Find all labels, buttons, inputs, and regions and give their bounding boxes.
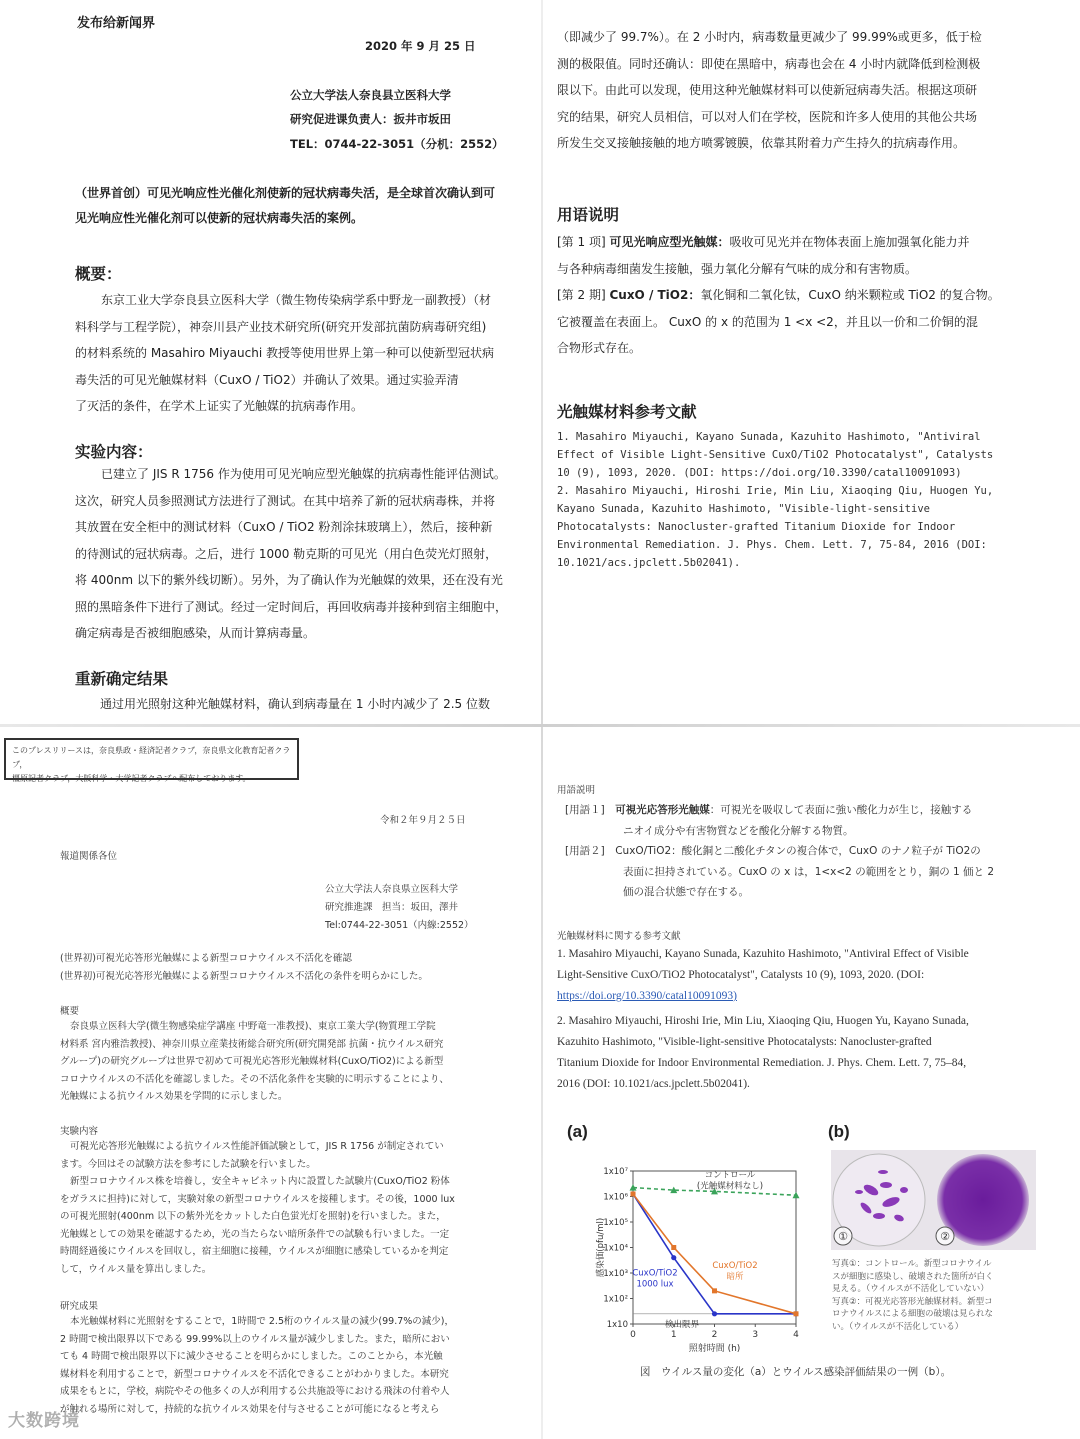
text-line: 确定病毒是否被细胞感染，从而计算病毒量。 (75, 626, 316, 640)
text-line: をガラスに担持)に対して，実験対象の新型コロナウイルスを接種します。その後，1000 lux (60, 1193, 455, 1205)
release-header: 发布给新闻界 (77, 16, 156, 31)
term-text: 氧化铜和二氧化钛，CuxO 纳米颗粒或 TiO2 的复合物。 (700, 288, 1000, 302)
experiment-heading: 实验内容： (75, 443, 153, 461)
text-line: 10 (9), 1093, 2020. (DOI: https://doi.org/10.3390/catal10091093) (557, 467, 962, 479)
terms-list (557, 229, 1040, 362)
x-tick-label: 4 (793, 1330, 799, 1340)
text-line: 已建立了 JIS R 1756 作为使用可见光响应型光触媒的抗病毒性能评估测试。 (101, 467, 506, 481)
text-line: 测的极限值。同时还确认：即使在黑暗中，病毒也会在 4 小时内就降低到检测极 (557, 56, 981, 71)
text-line: の可視光照射(400nm 以下の紫外光をカットした白色蛍光灯を照射)を行いました。また， (60, 1211, 446, 1222)
terms-heading: 用语说明 (557, 206, 620, 224)
data-point (671, 1255, 676, 1260)
text-line: 可視光応答形光触媒による抗ウイルス性能評価試験として，JIS R 1756 が制定されてい (70, 1141, 444, 1152)
text-line: 东京工业大学奈良县立医科大学（微生物传染病学系中野龙一副教授）（材 (101, 293, 492, 307)
legend-control-1: コントロール (704, 1170, 756, 1181)
release-date: 2020 年 9 月 25 日 (365, 39, 476, 53)
text-line: 料科学与工程学院），神奈川县产业技术研究所(研究开发部抗菌防病毒研究组) (75, 319, 487, 334)
text-line: 媒材料を利用することで，新型コロナウイルスを不活化できることがわかりました。本研究 (60, 1368, 449, 1380)
figure-caption: 図 ウイルス量の変化（a）とウイルス感染評価結果の一例（b）。 (640, 1366, 952, 1378)
figure-b-label: (b) (828, 1122, 850, 1141)
data-point (712, 1288, 717, 1293)
y-tick-label: 1x10² (603, 1294, 628, 1305)
series-line-1 (633, 1194, 796, 1314)
text-line: 時間経過後にウイルスを回収し，宿主細胞に接種，ウイルスが細胞に感染しているかを判定 (60, 1246, 449, 1257)
text-line: 它被覆盖在表面上。 CuxO 的 x 的范围为 1 <x <2，并且以一价和二价铜的混 (557, 314, 978, 329)
x-tick-label: 2 (711, 1330, 718, 1340)
text-line: 表面に担持されている。CuxO の x は，1<x<2 の範囲をとり，銅の 1 価と 2 (623, 865, 995, 878)
text-line: 見える。（ウイルスが不活化していない） (832, 1284, 989, 1294)
text-line: ても 4 時間で検出限界以下に減少させることを明らかにしました。このことから，本光触 (60, 1351, 443, 1362)
text-line: Kazuhito Hashimoto, "Visible-light-sensitive Photocatalysts: Nanocluster-grafted (557, 1036, 932, 1048)
text-line: Light-Sensitive CuxO/TiO2 Photocatalyst", Catalysts 10 (9), 1093, 2020. (DOI: (557, 969, 925, 981)
y-axis-label: 感染価(pfu/ml) (596, 1217, 606, 1278)
y-tick-label: 1x10³ (603, 1269, 628, 1279)
data-point (794, 1311, 799, 1316)
x-tick-label: 0 (630, 1330, 636, 1340)
y-tick-label: 1x10⁷ (603, 1167, 628, 1177)
overview-paragraph (75, 287, 510, 420)
text-line: Photocatalysts: Nanocluster-grafted Titanium Dioxide for Indoor (557, 521, 956, 533)
terms-heading: 用語説明 (557, 785, 596, 796)
text-line: 将 400nm 以下的紫外线切断）。另外，为了确认作为光触媒的效果，还在没有光 (75, 573, 503, 587)
text-line: Kayano Sunada, Kazuhito Hashimoto, "Visible-light-sensitive (557, 503, 930, 515)
text-line: 毒失活的可见光触媒材料（CuxO / TiO2）并确认了效果。通过实验弄清 (75, 372, 459, 387)
term-1 (565, 800, 1055, 821)
text-line: （即减少了 99.7%）。在 2 小时内，病毒数量更减少了 99.99%或更多，低于检 (557, 30, 982, 44)
text-line: 光触媒としての効果を確認するため，光の当たらない暗所条件での試験も行いました。一定 (60, 1228, 450, 1240)
text-line: 所发生交叉接触接触的地方喷雾镀膜，依靠其附着力产生持久的抗病毒作用。 (557, 136, 966, 150)
text-line: 究的结果，研究人员相信，可以对人们在学校，医院和许多人使用的其他公共场 (557, 109, 978, 124)
overview-heading: 概要 (60, 1006, 80, 1017)
japanese-page-1 (0, 728, 540, 1439)
term-name: 可視光応答形光触媒 (615, 804, 710, 816)
headline-line-2: (世界初)可視光応答形光触媒による新型コロナウイルス不活化の条件を明らかにした。 (60, 971, 428, 982)
text-line: が触れる場所に対して，持続的な抗ウイルス効果を付与させることが可能になると考えら (60, 1403, 440, 1415)
text-line: 合物形式存在。 (557, 341, 642, 355)
plaque-photos (831, 1150, 1036, 1250)
text-line: 1. Masahiro Miyauchi, Kayano Sunada, Kazuhito Hashimoto, "Antiviral Effect of Visible (557, 948, 969, 960)
text-line: 1. Masahiro Miyauchi, Kayano Sunada, Kazuhito Hashimoto, "Antiviral (557, 431, 981, 443)
text-line: ます。今回はその試験方法を参考にした試験を行いました。 (60, 1158, 316, 1170)
text-line: ニオイ成分や有害物質などを酸化分解する物質。 (623, 824, 854, 837)
term-2 (557, 282, 1040, 309)
text-line: 奈良県立医科大学(微生物感染症学講座 中野竜一准教授)、東京工業大学(物質理工学院 (70, 1021, 436, 1032)
photo-caption (832, 1258, 1037, 1333)
references-list (557, 944, 1062, 1095)
contact-tel: Tel:0744-22-3051（内線:2552） (325, 920, 474, 931)
results-first-line: 通过用光照射这种光触媒材料，确认到病毒量在 1 小时内减少了 2.5 位数 (100, 697, 490, 711)
japanese-page-2 (545, 728, 1080, 1439)
text-line: このプレスリリースは，奈良県政・経済記者クラブ，奈良県文化教育記者クラブ， (12, 746, 291, 769)
legend-control-2: (光触媒材料なし) (696, 1181, 764, 1192)
term-1 (557, 229, 1040, 256)
text-line: 2016 (DOI: 10.1021/acs.jpclett.5b02041). (557, 1078, 750, 1090)
contact-person: 研究推進課 担当：坂田，澤井 (325, 902, 459, 913)
term-text: ：可視光を吸収して表面に強い酸化力が生じ，接触する (709, 804, 973, 816)
legend-light-1: CuxO/TiO2 (632, 1268, 678, 1279)
experiment-paragraph (60, 1138, 500, 1278)
text-line: 10.1021/acs.jpclett.5b02041). (557, 557, 741, 569)
overview-heading: 概要： (75, 265, 122, 283)
experiment-heading: 実験内容 (60, 1126, 99, 1137)
figure-a-label: (a) (567, 1122, 588, 1141)
university-name: 公立大学法人奈良县立医科大学 (290, 88, 451, 102)
results-continued (557, 24, 1040, 157)
headline-line-2: 见光响应性光催化剂可以使新的冠状病毒失活的案例。 (75, 211, 364, 225)
headline-line-1: (世界初)可視光応答形光触媒による新型コロナウイルス不活化を確認 (60, 953, 352, 964)
chart-labels (595, 1167, 799, 1353)
text-line: コロナウイルスの不活化を確認しました。その不活化条件を実験的に明示することにより、 (60, 1073, 449, 1085)
text-line: 限以下。由此可以发现，使用这种光触媒材料可以使新冠病毒失活。根据这项研 (557, 83, 978, 97)
release-date: 令和２年９月２５日 (380, 815, 466, 826)
watermark-logo: 大数跨境 (8, 1411, 80, 1431)
text-line: して，ウイルス量を算出しました。 (60, 1263, 212, 1275)
chart-series (630, 1184, 800, 1316)
text-line: 新型コロナウイルス株を培養し，安全キャビネット内に設置した試験片(CuxO/TiO2 粉体 (70, 1176, 450, 1187)
x-tick-label: 3 (752, 1330, 759, 1340)
contact-person: 研究促进课负责人：扳井市坂田 (290, 112, 451, 126)
text-line: 2. Masahiro Miyauchi, Hiroshi Irie, Min Liu, Xiaoqing Qiu, Huogen Yu, (557, 485, 994, 497)
chinese-page-2 (545, 0, 1080, 725)
data-point (793, 1192, 800, 1199)
text-line: Titanium Dioxide for Indoor Environmental Remediation. J. Phys. Chem. Lett. 7, 75–84, (557, 1057, 967, 1069)
y-tick-label: 1x10 (606, 1320, 628, 1330)
text-line: 照的黑暗条件下进行了测试。经过一定时间后，再回收病毒并接种到宿主细胞中， (75, 599, 508, 614)
references-list (557, 428, 1047, 572)
text-line: 材料系 宮内雅浩教授)、神奈川県立産業技術総合研究所(研究開発部 抗菌・抗ウイルス研究 (60, 1038, 444, 1050)
text-line: 光触媒による抗ウイルス効果を学問的に示しました。 (60, 1091, 288, 1102)
photo-2-marker: ② (940, 1230, 950, 1243)
text-line: グループ)の研究グループは世界で初めて可視光応答形光触媒材料(CuxO/TiO2)による新型 (60, 1056, 444, 1067)
photo-1-marker: ① (838, 1230, 848, 1243)
text-line: 的待测试的冠状病毒。之后，进行 1000 勒克斯的可见光（用白色荧光灯照射， (75, 546, 498, 561)
results-heading: 研究成果 (60, 1301, 99, 1312)
overview-paragraph (60, 1018, 500, 1106)
chart-axes (630, 1171, 796, 1327)
references-heading: 光触媒材料に関する参考文献 (557, 931, 681, 942)
data-point (712, 1311, 717, 1316)
term-tag: [用語１] (565, 804, 605, 816)
data-point (631, 1191, 636, 1196)
text-line: 写真①：コントロール。新型コロナウイル (832, 1259, 992, 1269)
y-tick-label: 1x10⁵ (603, 1218, 628, 1228)
detection-limit-label: 検出限界 (665, 1319, 700, 1330)
term-name: CuxO / TiO2： (609, 288, 701, 302)
text-line: 了灭活的条件，在学术上证实了光触媒的抗病毒作用。 (75, 399, 364, 413)
series-line-2 (633, 1194, 796, 1314)
text-line: Environmental Remediation. J. Phys. Chem. Lett. 7, 75-84, 2016 (DOI: (557, 539, 987, 551)
doi-link[interactable]: https://doi.org/10.3390/catal10091093) (557, 990, 737, 1002)
press-notice-box (4, 738, 299, 783)
addressee: 報道関係各位 (60, 851, 118, 862)
text-line: 写真②：可視光応答形光触媒材料。新型コ (832, 1296, 993, 1307)
legend-light-2: 1000 lux (636, 1279, 674, 1290)
text-line: 橿原記者クラブ，大阪科学・大学記者クラブへ配布しております。 (12, 774, 251, 783)
data-point (671, 1245, 676, 1250)
term-tag: [用語２] (565, 845, 605, 857)
term-text: CuxO/TiO2：酸化銅と二酸化チタンの複合体で，CuxO のナノ粒子が TiO2の (615, 845, 981, 857)
text-line: 2 時間で検出限界以下である 99.99%以上のウイルス量が減少しました。また，暗所におい (60, 1333, 450, 1345)
references-heading: 光触媒材料参考文献 (557, 403, 697, 421)
x-tick-label: 1 (670, 1330, 677, 1340)
text-line: 価の混合状態で存在する。 (623, 886, 749, 898)
term-name: 可见光响应型光触媒： (609, 235, 730, 249)
term-tag: [第 2 期] (557, 288, 606, 302)
virus-titer-chart (545, 1128, 815, 1353)
text-line: 的材料系统的 Masahiro Miyauchi 教授等使用世界上第一种可以使新型冠状病 (75, 346, 494, 360)
page-fold-vertical (541, 0, 543, 1439)
results-heading: 重新确定结果 (75, 670, 169, 688)
y-tick-label: 1x10⁴ (603, 1243, 628, 1254)
y-tick-label: 1x10⁶ (603, 1192, 628, 1203)
text-line: 本光触媒材料に光照射をすることで，1時間で 2.5桁のウイルス量の減少(99.7%の減少)， (70, 1316, 455, 1327)
text-line: い。（ウイルスが不活化している） (832, 1321, 964, 1332)
headline-line-1: （世界首创）可见光响应性光催化剂使新的冠状病毒失活，是全球首次确认到可 (75, 186, 496, 200)
text-line: 成果をもとに，学校，病院やその他多くの人が利用する公共施設等における飛沫の付着や人 (60, 1386, 450, 1397)
chinese-page-1 (0, 0, 540, 725)
text-line: ロナウイルスによる細胞の破壊は見られな (832, 1309, 993, 1319)
contact-tel: TEL：0744-22-3051（分机：2552） (290, 137, 504, 151)
term-tag: [第 1 项] (557, 235, 606, 249)
results-paragraph (60, 1313, 500, 1418)
legend-dark-1: CuxO/TiO2 (712, 1260, 758, 1271)
x-axis-label: 照射時間 (h) (688, 1344, 741, 1353)
legend-dark-2: 暗所 (726, 1271, 744, 1282)
text-line: 2. Masahiro Miyauchi, Hiroshi Irie, Min Liu, Xiaoqing Qiu, Huogen Yu, Kayano Sunada, (557, 1015, 969, 1027)
text-line: 与各种病毒细菌发生接触，强力氧化分解有气味的成分和有害物质。 (557, 261, 918, 276)
text-line: 这次，研究人员参照测试方法进行了测试。在其中培养了新的冠状病毒株，并将 (75, 493, 496, 508)
term-2 (565, 841, 1055, 862)
text-line: 其放置在安全柜中的测试材料（CuxO / TiO2 粉剂涂抹玻璃上），然后，接种新 (75, 520, 493, 534)
term-text: 吸收可见光并在物体表面上施加强氧化能力并 (729, 235, 970, 249)
experiment-paragraph (75, 461, 510, 647)
text-line: Effect of Visible Light-Sensitive CuxO/TiO2 Photocatalyst", Catalysts (557, 449, 994, 461)
text-line: スが細胞に感染し、破壊された箇所が白く (832, 1271, 994, 1282)
terms-list (565, 800, 1055, 903)
university-name: 公立大学法人奈良県立医科大学 (325, 884, 459, 895)
